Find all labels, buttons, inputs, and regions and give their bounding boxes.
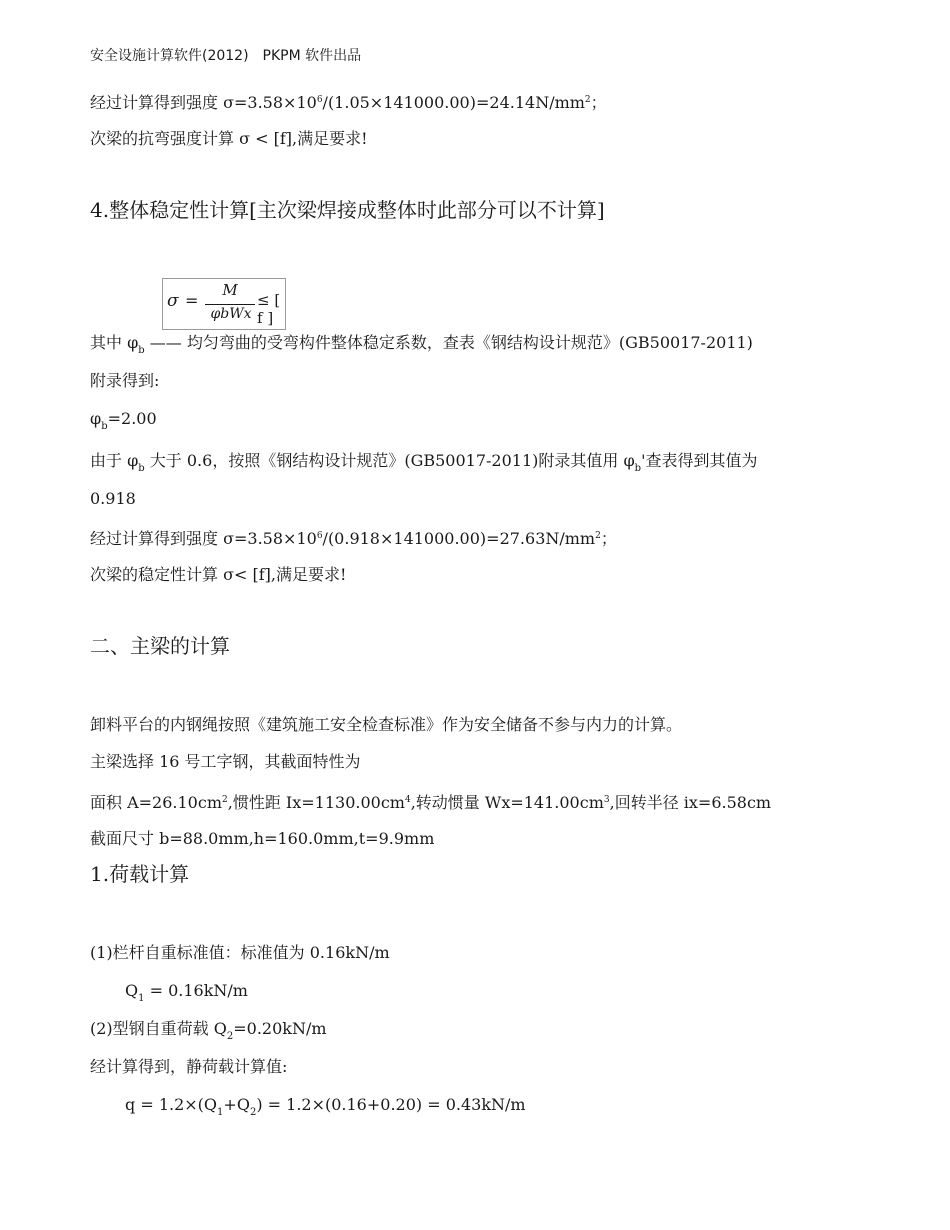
- text-part: ；: [600, 529, 617, 548]
- text-part: 大于 0.6，按照《钢结构设计规范》(GB50017-2011)附录其值用 φ: [144, 451, 635, 470]
- text-part: 由于 φ: [90, 451, 139, 470]
- text-part: +Q: [223, 1095, 250, 1114]
- bending-strength-check: 次梁的抗弯强度计算 σ < [f],满足要求!: [90, 129, 368, 148]
- subscript: b: [138, 463, 145, 474]
- text-part: (2)型钢自重荷载 Q: [90, 1019, 227, 1038]
- formula-sigma: σ: [167, 291, 179, 311]
- stability-strength-result: [90, 528, 617, 550]
- text-part: =2.00: [107, 409, 157, 428]
- superscript: 2: [222, 795, 228, 805]
- text-part: 其中 φ: [90, 333, 139, 352]
- section-size: 截面尺寸 b=88.0mm,h=160.0mm,t=9.9mm: [90, 829, 435, 848]
- superscript: 2: [595, 531, 601, 541]
- text-part: ；: [590, 93, 607, 112]
- subscript: 2: [249, 1107, 257, 1118]
- superscript: 2: [584, 95, 591, 105]
- superscript: 6: [316, 95, 323, 105]
- text-part: ) = 1.2×(0.16+0.20) = 0.43kN/m: [256, 1095, 526, 1114]
- appendix-line: 附录得到:: [90, 371, 160, 390]
- text-part: = 0.16kN/m: [144, 981, 248, 1000]
- subscript: b: [138, 345, 145, 356]
- text-part: /(1.05×141000.00)=24.14N/mm: [322, 93, 585, 112]
- static-load-value: [125, 1094, 526, 1116]
- rail-self-weight: (1)栏杆自重标准值：标准值为 0.16kN/m: [90, 943, 390, 962]
- superscript: 4: [404, 795, 411, 805]
- superscript: 3: [603, 795, 610, 805]
- text-part: ,回转半径 ix=6.58cm: [609, 793, 772, 812]
- phi-b-adjusted-value: 0.918: [90, 489, 136, 508]
- main-beam-title: 二、主梁的计算: [90, 634, 230, 658]
- formula-numerator: M: [222, 281, 238, 299]
- load-title: 1.荷载计算: [90, 862, 190, 886]
- phi-b-definition: [90, 332, 753, 354]
- phi-b-adjustment: [90, 450, 757, 472]
- stability-check: 次梁的稳定性计算 σ< [f],满足要求!: [90, 565, 347, 584]
- steel-self-weight: [90, 1018, 327, 1040]
- text-part: φ: [90, 409, 102, 428]
- section-properties: [90, 792, 771, 814]
- subscript: 1: [217, 1107, 224, 1118]
- text-part: 经过计算得到强度 σ=3.58×10: [90, 93, 317, 112]
- page-header: 安全设施计算软件(2012) PKPM 软件出品: [90, 48, 362, 64]
- text-part: '查表得到其值为: [641, 451, 758, 470]
- formula-denominator: φbWx: [210, 306, 252, 322]
- subscript: b: [634, 463, 642, 474]
- text-part: ,转动惯量 Wx=141.00cm: [410, 793, 604, 812]
- bending-strength-result: [90, 92, 607, 114]
- text-part: —— 均匀弯曲的受弯构件整体稳定系数，查表《钢结构设计规范》(GB50017-2011): [144, 333, 753, 352]
- text-part: /(0.918×141000.00)=27.63N/mm: [322, 529, 596, 548]
- subscript: 1: [138, 993, 145, 1004]
- text-part: ,惯性距 Ix=1130.00cm: [227, 793, 405, 812]
- fraction-bar: [205, 304, 255, 305]
- formula-rhs: ≤ [ f ]: [257, 291, 281, 327]
- formula-equals: =: [185, 291, 199, 310]
- main-beam-select: 主梁选择 16 号工字钢，其截面特性为: [90, 752, 361, 771]
- subscript: 2: [226, 1031, 234, 1042]
- superscript: 6: [316, 531, 323, 541]
- stability-formula: [162, 278, 286, 330]
- main-beam-intro: 卸料平台的内钢绳按照《建筑施工安全检查标准》作为安全储备不参与内力的计算。: [90, 715, 683, 734]
- subscript: b: [101, 421, 108, 432]
- section-4-title: 4.整体稳定性计算[主次梁焊接成整体时此部分可以不计算]: [90, 198, 605, 222]
- text-part: Q: [125, 981, 139, 1000]
- text-part: 面积 A=26.10cm: [90, 793, 222, 812]
- q1-value: [125, 980, 248, 1002]
- phi-b-value: [90, 408, 157, 430]
- static-load-intro: 经计算得到，静荷载计算值:: [90, 1057, 288, 1076]
- text-part: =0.20kN/m: [233, 1019, 327, 1038]
- text-part: 经过计算得到强度 σ=3.58×10: [90, 529, 317, 548]
- text-part: q = 1.2×(Q: [125, 1095, 218, 1114]
